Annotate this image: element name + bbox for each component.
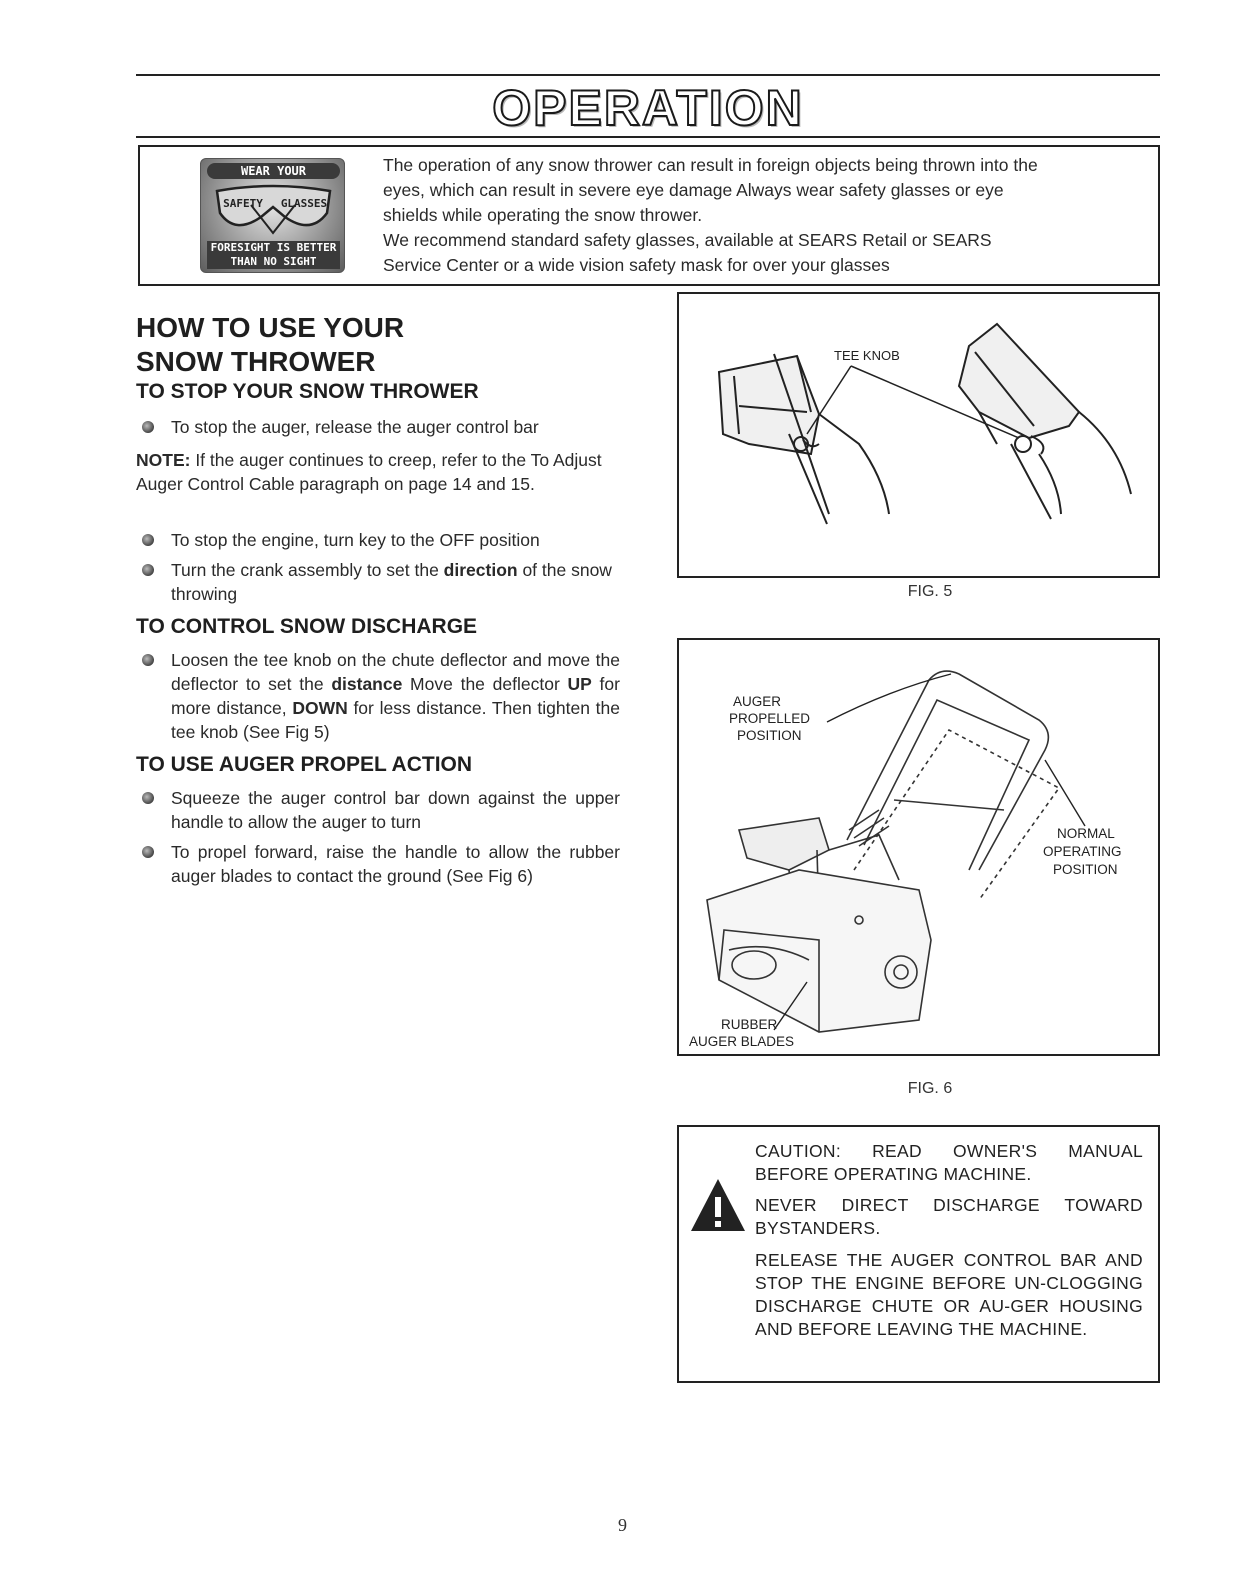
note-auger-creep: NOTE: If the auger continues to creep, refer to the To Adjust Auger Control Cable paragraph on page 14 and 15. — [136, 450, 602, 494]
heading-control-discharge: TO CONTROL SNOW DISCHARGE — [136, 615, 478, 638]
label-normal-line3: POSITION — [1053, 862, 1118, 877]
label-auger-propelled-line2: PROPELLED — [729, 711, 811, 726]
caution-release-control-bar: RELEASE THE AUGER CONTROL BAR AND STOP THE ENGINE BEFORE UN-CLOGGING DISCHARGE CHUTE OR AU-GER HOUSING AND BEFORE LEAVING THE MACHINE. — [755, 1250, 1143, 1339]
badge-safety-text: SAFETY — [223, 197, 263, 210]
main-heading: HOW TO USE YOUR SNOW THROWER — [136, 312, 405, 377]
chute-deflector-illustration-icon — [679, 294, 1158, 576]
figure-6-frame — [677, 638, 1160, 1056]
page-number: 9 — [618, 1515, 627, 1535]
badge-glasses-text: GLASSES — [280, 197, 328, 210]
bullet-icon — [142, 654, 154, 666]
figure-5-frame — [677, 292, 1160, 578]
caution-discharge-bystanders: NEVER DIRECT DISCHARGE TOWARD BYSTANDERS. — [755, 1195, 1143, 1238]
figure-5-caption: FIG. 5 — [907, 583, 953, 600]
snow-thrower-illustration-icon — [679, 640, 1158, 1054]
warning-triangle-icon — [689, 1177, 747, 1233]
glasses-icon — [211, 183, 336, 237]
bullet-propel-forward: To propel forward, raise the handle to allow the rubber auger blades to contact the ground (See Fig 6) — [136, 840, 620, 888]
bullet-icon — [142, 534, 154, 546]
badge-top-text: WEAR YOUR — [207, 163, 340, 179]
page-title: OPERATION — [492, 80, 804, 136]
figure-6-caption: FIG. 6 — [907, 1080, 953, 1097]
label-auger-propelled-line3: POSITION — [737, 728, 802, 743]
label-normal-line2: OPERATING — [1043, 844, 1122, 859]
bullet-icon — [142, 846, 154, 858]
heading-auger-propel: TO USE AUGER PROPEL ACTION — [136, 753, 473, 776]
heading-stop-snow-thrower: TO STOP YOUR SNOW THROWER — [136, 380, 479, 403]
label-rubber-line1: RUBBER — [721, 1017, 778, 1032]
safety-glasses-badge-icon — [200, 158, 345, 273]
bullet-discharge-distance: Loosen the tee knob on the chute deflector and move the deflector to set the distance Move the deflector UP for more distance, DOWN for less distance. Then tighten the tee knob (See Fig 5) — [136, 648, 620, 744]
bullet-crank-direction: Turn the crank assembly to set the direction of the snow throwing — [136, 558, 620, 606]
label-tee-knob: TEE KNOB — [834, 348, 900, 363]
caution-read-manual: CAUTION: READ OWNER'S MANUAL BEFORE OPERATING MACHINE. — [755, 1141, 1143, 1184]
badge-bottom-text: FORESIGHT IS BETTER THAN NO SIGHT — [207, 241, 340, 269]
bullet-icon — [142, 421, 154, 433]
safety-notice-text: The operation of any snow thrower can result in foreign objects being thrown into the eyes, which can result in severe eye damage Always wear safety glasses or eye shields while operating the snow thrower. We recommend standard safety glasses, available at SEARS Retail or SEARS Service Center or a wide vision safety mask for over your glasses — [383, 155, 1038, 275]
bullet-icon — [142, 564, 154, 576]
label-auger-propelled-line1: AUGER — [733, 694, 782, 709]
header-top-rule — [136, 74, 1160, 76]
bullet-stop-engine: To stop the engine, turn key to the OFF position — [136, 528, 620, 552]
bullet-stop-auger: To stop the auger, release the auger control bar — [136, 415, 620, 439]
header-bottom-rule — [136, 136, 1160, 138]
label-rubber-line2: AUGER BLADES — [689, 1034, 795, 1049]
bullet-icon — [142, 792, 154, 804]
label-normal-line1: NORMAL — [1057, 826, 1115, 841]
bullet-squeeze-control-bar: Squeeze the auger control bar down against the upper handle to allow the auger to turn — [136, 786, 620, 834]
